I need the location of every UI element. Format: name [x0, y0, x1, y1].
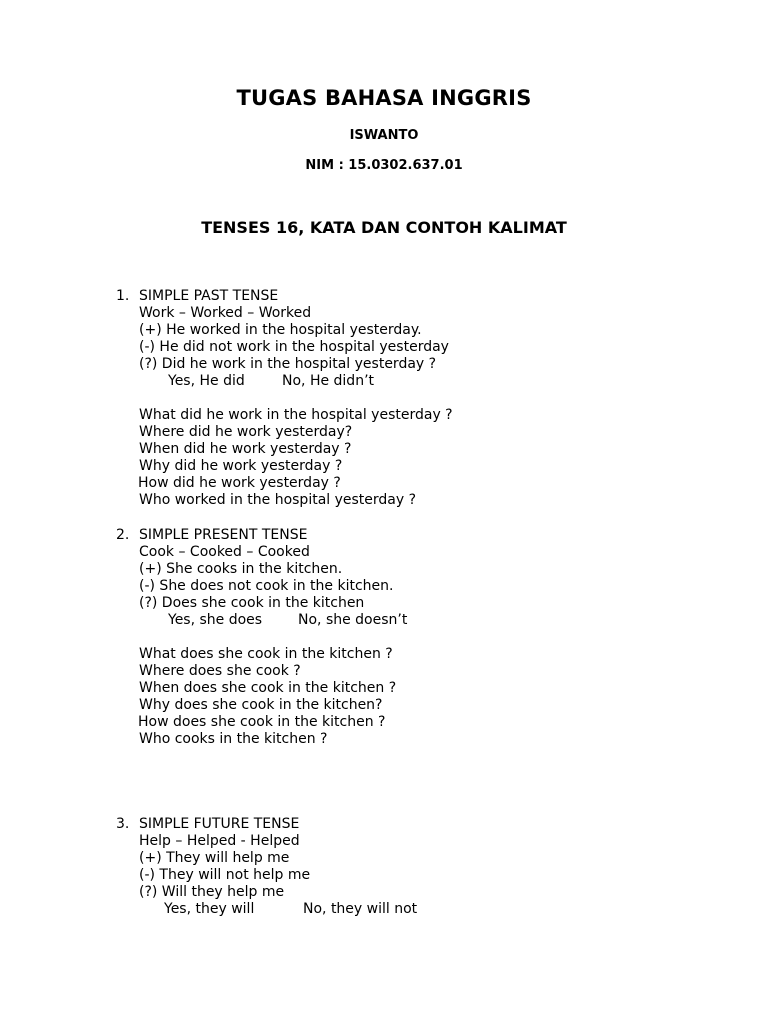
answers — [116, 612, 407, 629]
verb-forms: Work – Worked – Worked — [139, 305, 312, 321]
wh-question: Where did he work yesterday? — [139, 424, 353, 440]
section-title: SIMPLE FUTURE TENSE — [139, 816, 300, 832]
section-number: 1. — [116, 288, 130, 304]
answer-no: No, she doesn’t — [298, 612, 408, 628]
wh-question: Where does she cook ? — [139, 663, 301, 679]
answer-yes: Yes, they will — [164, 901, 255, 917]
wh-question: Why does she cook in the kitchen? — [139, 697, 383, 713]
negative-sentence: (-) She does not cook in the kitchen. — [139, 578, 394, 594]
section-title: SIMPLE PRESENT TENSE — [139, 527, 308, 543]
section-simple-future — [116, 816, 417, 918]
question-sentence: (?) Does she cook in the kitchen — [139, 595, 365, 611]
wh-question: What does she cook in the kitchen ? — [139, 646, 393, 662]
document-subtitle: TENSES 16, KATA DAN CONTOH KALIMAT — [201, 218, 567, 237]
section-number: 3. — [116, 816, 130, 832]
answers — [116, 901, 417, 918]
section-simple-past — [116, 288, 453, 509]
question-sentence: (?) Did he work in the hospital yesterday ? — [139, 356, 437, 372]
wh-question: When does she cook in the kitchen ? — [139, 680, 397, 696]
question-sentence: (?) Will they help me — [139, 884, 285, 900]
wh-question: How did he work yesterday ? — [138, 475, 341, 491]
section-title: SIMPLE PAST TENSE — [139, 288, 279, 304]
section-number: 2. — [116, 527, 130, 543]
answer-yes: Yes, He did — [168, 373, 245, 389]
wh-question: Who cooks in the kitchen ? — [139, 731, 328, 747]
wh-question: How does she cook in the kitchen ? — [138, 714, 386, 730]
section-heading — [116, 527, 407, 544]
section-simple-present — [116, 527, 407, 748]
positive-sentence: (+) She cooks in the kitchen. — [139, 561, 343, 577]
answer-no: No, they will not — [303, 901, 418, 917]
verb-forms: Cook – Cooked – Cooked — [139, 544, 310, 560]
document-title: TUGAS BAHASA INGGRIS — [236, 86, 532, 110]
positive-sentence: (+) He worked in the hospital yesterday. — [139, 322, 422, 338]
wh-question: When did he work yesterday ? — [139, 441, 352, 457]
student-id: NIM : 15.0302.637.01 — [305, 158, 463, 173]
answer-no: No, He didn’t — [282, 373, 375, 389]
wh-question: Why did he work yesterday ? — [139, 458, 343, 474]
author-name: ISWANTO — [349, 128, 419, 143]
positive-sentence: (+) They will help me — [139, 850, 290, 866]
answer-yes: Yes, she does — [168, 612, 263, 628]
negative-sentence: (-) They will not help me — [139, 867, 311, 883]
wh-question: Who worked in the hospital yesterday ? — [139, 492, 417, 508]
section-heading — [116, 816, 417, 833]
section-heading — [116, 288, 453, 305]
verb-forms: Help – Helped - Helped — [139, 833, 300, 849]
answers — [116, 373, 453, 390]
negative-sentence: (-) He did not work in the hospital yesterday — [139, 339, 449, 355]
wh-question: What did he work in the hospital yesterday ? — [139, 407, 453, 423]
